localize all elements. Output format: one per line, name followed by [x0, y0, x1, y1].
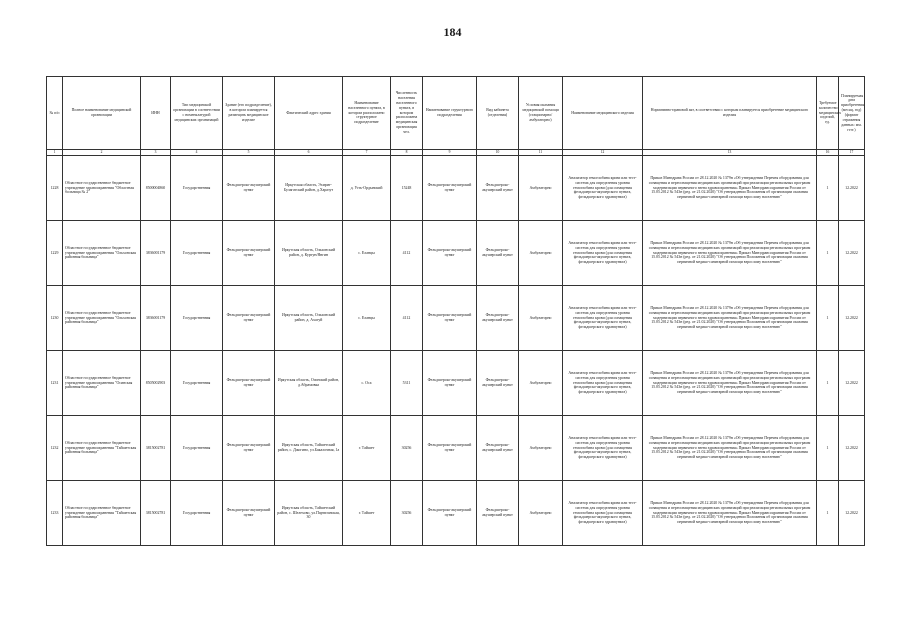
column-header: Фактический адрес здания: [275, 77, 343, 150]
address-cell: Иркутская область, Тайшетский район, с. Шелехово, ул.Партизанская, 30: [275, 481, 343, 546]
device-name-cell: Анализатор гемоглобина крови или тест-система для определения уровня гемоглобина крови (для оснащения фельдшерско-акушерского пункта, фельдшерского здравпункта): [563, 481, 643, 546]
org-name-cell: Областное государственное бюджетное учреждение здравоохранения "Ольхонская районная больница": [63, 286, 141, 351]
address-cell: Иркутская область, Эхирит-Булагатский район, д.Харазут: [275, 156, 343, 221]
table-row: [47, 416, 865, 481]
column-header: Условия оказания медицинской помощи (стационарно/амбулаторно): [519, 77, 563, 150]
row-number-cell: 1232: [47, 416, 63, 481]
inn-cell: 3836001179: [141, 221, 171, 286]
care-conditions-cell: Амбулаторно: [519, 351, 563, 416]
column-number: 3: [141, 150, 171, 156]
column-number: 5: [223, 150, 275, 156]
column-number: 17: [839, 150, 865, 156]
population-cell: 30256: [391, 481, 423, 546]
inn-cell: 8500004860: [141, 156, 171, 221]
building-cell: Фельдшерско-акушерский пункт: [223, 221, 275, 286]
population-cell: 4112: [391, 221, 423, 286]
purchase-date-cell: 12.2022: [839, 156, 865, 221]
column-number: 16: [817, 150, 839, 156]
device-name-cell: Анализатор гемоглобина крови или тест-система для определения уровня гемоглобина крови (для оснащения фельдшерско-акушерского пункта, фельдшерского здравпункта): [563, 351, 643, 416]
column-number: 1: [47, 150, 63, 156]
org-type-cell: Государственная: [171, 286, 223, 351]
row-number-cell: 1230: [47, 286, 63, 351]
table-row: [47, 351, 865, 416]
column-number: 8: [391, 150, 423, 156]
purchase-date-cell: 12.2022: [839, 416, 865, 481]
column-header: Наименование населенного пункта, в котором расположено структурное подразделение: [343, 77, 391, 150]
header-row: [47, 77, 865, 150]
row-number-cell: 1228: [47, 156, 63, 221]
table-row: [47, 156, 865, 221]
quantity-cell: 1: [817, 481, 839, 546]
device-name-cell: Анализатор гемоглобина крови или тест-система для определения уровня гемоглобина крови (для оснащения фельдшерско-акушерского пункта, фельдшерского здравпункта): [563, 286, 643, 351]
cabinet-type-cell: Фельдшерско-акушерский пункт: [477, 286, 519, 351]
cabinet-type-cell: Фельдшерско-акушерский пункт: [477, 416, 519, 481]
address-cell: Иркутская область, Ольхонский район, д. Ахагуй: [275, 286, 343, 351]
purchase-date-cell: 12.2022: [839, 286, 865, 351]
org-type-cell: Государственная: [171, 351, 223, 416]
address-cell: Иркутская область, Осинский район, д.Абрамовка: [275, 351, 343, 416]
column-header: Тип медицинской организации в соответствии с номенклатурой медицинских организаций: [171, 77, 223, 150]
column-number: 2: [63, 150, 141, 156]
column-header: Нормативно-правовой акт, в соответствии с которым планируется приобретение медицинского изделия: [643, 77, 817, 150]
column-number: 13: [643, 150, 817, 156]
column-number: 4: [171, 150, 223, 156]
row-number-cell: 1233: [47, 481, 63, 546]
table-body: [47, 156, 865, 546]
population-cell: 4112: [391, 286, 423, 351]
population-cell: 30256: [391, 416, 423, 481]
inn-cell: 3815002781: [141, 481, 171, 546]
column-number: 12: [563, 150, 643, 156]
device-name-cell: Анализатор гемоглобина крови или тест-система для определения уровня гемоглобина крови (для оснащения фельдшерско-акушерского пункта, фельдшерского здравпункта): [563, 156, 643, 221]
row-number-cell: 1229: [47, 221, 63, 286]
locality-cell: с. Еланцы: [343, 286, 391, 351]
building-cell: Фельдшерско-акушерский пункт: [223, 286, 275, 351]
org-type-cell: Государственная: [171, 221, 223, 286]
inn-cell: 3815002781: [141, 416, 171, 481]
inn-cell: 3836001179: [141, 286, 171, 351]
care-conditions-cell: Амбулаторно: [519, 481, 563, 546]
care-conditions-cell: Амбулаторно: [519, 416, 563, 481]
purchase-date-cell: 12.2022: [839, 221, 865, 286]
column-number: 7: [343, 150, 391, 156]
building-cell: Фельдшерско-акушерский пункт: [223, 416, 275, 481]
unit-name-cell: Фельдшерско-акушерский пункт: [423, 351, 477, 416]
population-cell: 5311: [391, 351, 423, 416]
quantity-cell: 1: [817, 221, 839, 286]
locality-cell: г. Тайшет: [343, 416, 391, 481]
locality-cell: с. Еланцы: [343, 221, 391, 286]
org-type-cell: Государственная: [171, 416, 223, 481]
unit-name-cell: Фельдшерско-акушерский пункт: [423, 416, 477, 481]
cabinet-type-cell: Фельдшерско-акушерский пункт: [477, 221, 519, 286]
cabinet-type-cell: Фельдшерско-акушерский пункт: [477, 351, 519, 416]
device-name-cell: Анализатор гемоглобина крови или тест-система для определения уровня гемоглобина крови (для оснащения фельдшерско-акушерского пункта, фельдшерского здравпункта): [563, 221, 643, 286]
column-number: 6: [275, 150, 343, 156]
quantity-cell: 1: [817, 286, 839, 351]
column-header: Численность населения населенного пункта, в котором расположена медицинская организация чел.: [391, 77, 423, 150]
unit-name-cell: Фельдшерско-акушерский пункт: [423, 221, 477, 286]
inn-cell: 8505002903: [141, 351, 171, 416]
org-name-cell: Областное государственное бюджетное учреждение здравоохранения "Тайшетская районная больница": [63, 416, 141, 481]
building-cell: Фельдшерско-акушерский пункт: [223, 481, 275, 546]
org-type-cell: Государственная: [171, 156, 223, 221]
purchase-date-cell: 12.2022: [839, 351, 865, 416]
cabinet-type-cell: Фельдшерско-акушерский пункт: [477, 156, 519, 221]
legal-act-cell: Приказ Минздрава России от 28.12.2020 № 1379н «Об утверждении Перечня оборудования для оснащения и переоснащения медицинских организаций при реализации региональных программ модернизации первичного звена здравоохранения» Приказ Минздравсоцразвития России от 15.05.2012 № 543н (ред. от 21.02.2020) "Об утверждении Положения об организации оказания первичной медико-санитарной помощи взрослому населению": [643, 481, 817, 546]
column-header: Наименование структурного подразделения: [423, 77, 477, 150]
legal-act-cell: Приказ Минздрава России от 28.12.2020 № 1379н «Об утверждении Перечня оборудования для оснащения и переоснащения медицинских организаций при реализации региональных программ модернизации первичного звена здравоохранения» Приказ Минздравсоцразвития России от 15.05.2012 № 543н (ред. от 21.02.2020) "Об утверждении Положения об организации оказания первичной медико-санитарной помощи взрослому населению": [643, 221, 817, 286]
unit-name-cell: Фельдшерско-акушерский пункт: [423, 481, 477, 546]
column-header: ИНН: [141, 77, 171, 150]
locality-cell: г. Тайшет: [343, 481, 391, 546]
unit-name-cell: Фельдшерско-акушерский пункт: [423, 286, 477, 351]
column-header: Здание (его подразделение), в котором планируется размещать медицинское изделие: [223, 77, 275, 150]
building-cell: Фельдшерско-акушерский пункт: [223, 156, 275, 221]
row-number-cell: 1231: [47, 351, 63, 416]
org-name-cell: Областное государственное бюджетное учреждение здравоохранения "Осинская районная больница": [63, 351, 141, 416]
care-conditions-cell: Амбулаторно: [519, 286, 563, 351]
unit-name-cell: Фельдшерско-акушерский пункт: [423, 156, 477, 221]
care-conditions-cell: Амбулаторно: [519, 221, 563, 286]
quantity-cell: 1: [817, 351, 839, 416]
table-row: [47, 286, 865, 351]
purchase-date-cell: 12.2022: [839, 481, 865, 546]
equipment-table: [46, 76, 865, 546]
address-cell: Иркутская область, Тайшетский район, с. Джогино, ул.Бакалочная, 1а: [275, 416, 343, 481]
org-type-cell: Государственная: [171, 481, 223, 546]
locality-cell: д. Усть-Ордынский: [343, 156, 391, 221]
building-cell: Фельдшерско-акушерский пункт: [223, 351, 275, 416]
column-number: 9: [423, 150, 477, 156]
column-header: Вид кабинета (отделения): [477, 77, 519, 150]
address-cell: Иркутская область, Ольхонский район, д. Куртун/Янгин: [275, 221, 343, 286]
legal-act-cell: Приказ Минздрава России от 28.12.2020 № 1379н «Об утверждении Перечня оборудования для оснащения и переоснащения медицинских организаций при реализации региональных программ модернизации первичного звена здравоохранения» Приказ Минздравсоцразвития России от 15.05.2012 № 543н (ред. от 21.02.2020) "Об утверждении Положения об организации оказания первичной медико-санитарной помощи взрослому населению": [643, 156, 817, 221]
legal-act-cell: Приказ Минздрава России от 28.12.2020 № 1379н «Об утверждении Перечня оборудования для оснащения и переоснащения медицинских организаций при реализации региональных программ модернизации первичного звена здравоохранения» Приказ Минздравсоцразвития России от 15.05.2012 № 543н (ред. от 21.02.2020) "Об утверждении Положения об организации оказания первичной медико-санитарной помощи взрослому населению": [643, 416, 817, 481]
column-header: Планируемая дата приобретения (месяц, год) (формат отражения данных: мм. гггг.): [839, 77, 865, 150]
legal-act-cell: Приказ Минздрава России от 28.12.2020 № 1379н «Об утверждении Перечня оборудования для оснащения и переоснащения медицинских организаций при реализации региональных программ модернизации первичного звена здравоохранения» Приказ Минздравсоцразвития России от 15.05.2012 № 543н (ред. от 21.02.2020) "Об утверждении Положения об организации оказания первичной медико-санитарной помощи взрослому населению": [643, 351, 817, 416]
table-row: [47, 221, 865, 286]
care-conditions-cell: Амбулаторно: [519, 156, 563, 221]
quantity-cell: 1: [817, 416, 839, 481]
column-number: 10: [477, 150, 519, 156]
column-header: Наименование медицинского изделия: [563, 77, 643, 150]
column-header: Требуемое количество медицинских изделий, ед.: [817, 77, 839, 150]
device-name-cell: Анализатор гемоглобина крови или тест-система для определения уровня гемоглобина крови (для оснащения фельдшерско-акушерского пункта, фельдшерского здравпункта): [563, 416, 643, 481]
table-row: [47, 481, 865, 546]
column-header: Полное наименование медицинской организации: [63, 77, 141, 150]
population-cell: 15248: [391, 156, 423, 221]
org-name-cell: Областное государственное бюджетное учреждение здравоохранения "Тайшетская районная больница": [63, 481, 141, 546]
column-header: № п/п: [47, 77, 63, 150]
legal-act-cell: Приказ Минздрава России от 28.12.2020 № 1379н «Об утверждении Перечня оборудования для оснащения и переоснащения медицинских организаций при реализации региональных программ модернизации первичного звена здравоохранения» Приказ Минздравсоцразвития России от 15.05.2012 № 543н (ред. от 21.02.2020) "Об утверждении Положения об организации оказания первичной медико-санитарной помощи взрослому населению": [643, 286, 817, 351]
page-number: 184: [443, 25, 462, 39]
org-name-cell: Областное государственное бюджетное учреждение здравоохранения "Областная больница № 2": [63, 156, 141, 221]
quantity-cell: 1: [817, 156, 839, 221]
cabinet-type-cell: Фельдшерско-акушерский пункт: [477, 481, 519, 546]
locality-cell: с. Оса: [343, 351, 391, 416]
column-number: 11: [519, 150, 563, 156]
org-name-cell: Областное государственное бюджетное учреждение здравоохранения "Ольхонская районная больница": [63, 221, 141, 286]
